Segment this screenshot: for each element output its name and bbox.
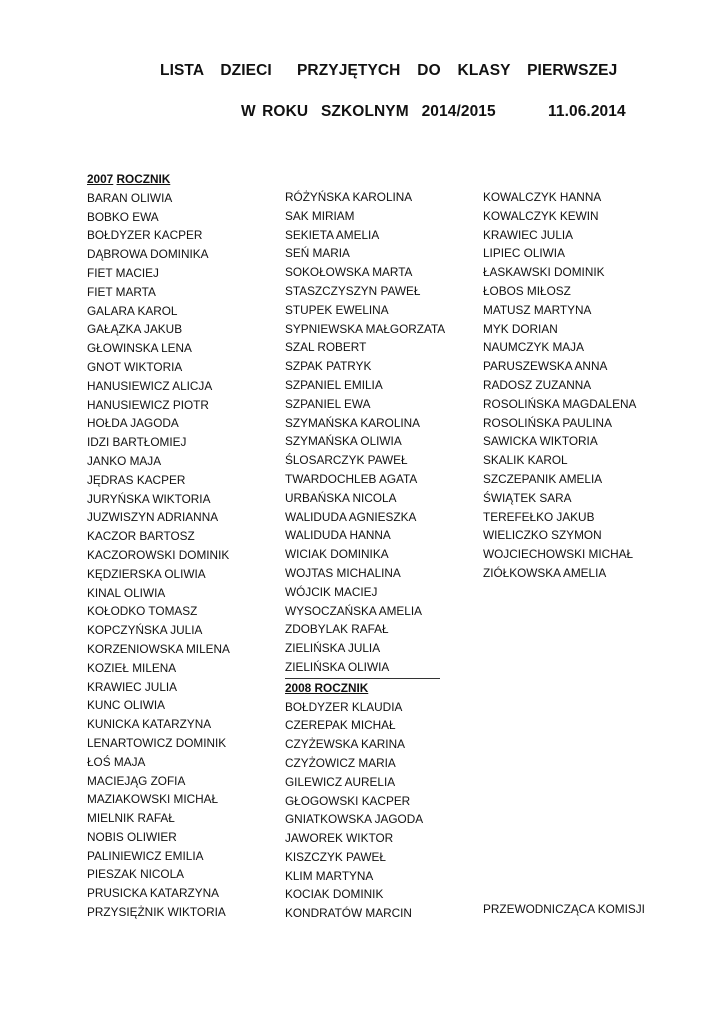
list-item: NOBIS OLIWIER <box>87 829 177 844</box>
list-item: ROSOLIŃSKA MAGDALENA <box>483 396 637 411</box>
list-item: PRUSICKA KATARZYNA <box>87 886 219 901</box>
list-item: KRAWIEC JULIA <box>483 227 574 242</box>
list-item: LENARTOWICZ DOMINIK <box>87 735 227 750</box>
list-item: WICIAK DOMINIKA <box>285 547 389 562</box>
list-item: ZIÓŁKOWSKA AMELIA <box>483 565 607 580</box>
list-item: WALIDUDA AGNIESZKA <box>285 509 417 524</box>
list-item: MACIEJĄG ZOFIA <box>87 773 186 788</box>
list-item: GAŁĄZKA JAKUB <box>87 322 183 337</box>
list-item: HANUSIEWICZ ALICJA <box>87 378 213 393</box>
list-item: SAWICKA WIKTORIA <box>483 434 598 449</box>
list-item: SZPANIEL EMILIA <box>285 377 383 392</box>
list-item: STUPEK EWELINA <box>285 302 389 317</box>
section-label: 2008 ROCZNIK <box>285 680 369 695</box>
list-item: JURYŃSKA WIKTORIA <box>87 491 211 506</box>
list-item: CZEREPAK MICHAŁ <box>285 718 396 733</box>
list-item: WIELICZKO SZYMON <box>483 528 602 543</box>
list-item: MAZIAKOWSKI MICHAŁ <box>87 792 219 807</box>
list-item: FIET MARTA <box>87 284 156 299</box>
list-item: SZYMAŃSKA OLIWIA <box>285 434 402 449</box>
list-item: KUNICKA KATARZYNA <box>87 717 212 732</box>
list-item: ZDOBYLAK RAFAŁ <box>285 622 389 637</box>
list-item: STASZCZYSZYN PAWEŁ <box>285 283 421 298</box>
list-item: SZAL ROBERT <box>285 340 367 355</box>
list-item: DĄBROWA DOMINIKA <box>87 247 209 262</box>
list-item: SZPAK PATRYK <box>285 359 372 374</box>
list-item: SYPNIEWSKA MAŁGORZATA <box>285 321 446 336</box>
list-item: KACZOROWSKI DOMINIK <box>87 547 230 562</box>
list-item: KĘDZIERSKA OLIWIA <box>87 566 206 581</box>
list-item: KISZCZYK PAWEŁ <box>285 849 386 864</box>
list-item: ŁOŚ MAJA <box>87 754 146 769</box>
list-item: HOŁDA JAGODA <box>87 416 179 431</box>
list-item: MATUSZ MARTYNA <box>483 302 592 317</box>
list-item: JAWOREK WIKTOR <box>285 831 394 846</box>
list-item: JANKO MAJA <box>87 453 162 468</box>
list-item: GŁOWINSKA LENA <box>87 341 192 356</box>
list-item: PARUSZEWSKA ANNA <box>483 359 608 374</box>
list-item: BARAN OLIWIA <box>87 190 173 205</box>
list-item: PIESZAK NICOLA <box>87 867 185 882</box>
list-item: MYK DORIAN <box>483 321 558 336</box>
list-item: SZPANIEL EWA <box>285 396 371 411</box>
list-item: SEKIETA AMELIA <box>285 227 380 242</box>
list-item: KOCIAK DOMINIK <box>285 887 384 902</box>
list-item: ŚWIĄTEK SARA <box>483 490 572 505</box>
list-item: TEREFEŁKO JAKUB <box>483 509 595 524</box>
list-item: ZIELIŃSKA JULIA <box>285 641 381 656</box>
section-heading-2007 <box>87 170 287 189</box>
list-item: CZYŻOWICZ MARIA <box>285 755 396 770</box>
list-item: WALIDUDA HANNA <box>285 528 391 543</box>
list-item: BOBKO EWA <box>87 209 159 224</box>
list-item: GALARA KAROL <box>87 303 178 318</box>
list-column-1 <box>87 170 287 922</box>
list-item: KUNC OLIWIA <box>87 698 165 713</box>
list-item: PRZYSIĘŻNIK WIKTORIA <box>87 905 226 920</box>
section-year: 2007 <box>87 172 114 186</box>
list-item: SAK MIRIAM <box>285 208 355 223</box>
list-item: KOWALCZYK KEWIN <box>483 208 599 223</box>
section-heading-2008 <box>285 679 440 698</box>
list-item: SOKOŁOWSKA MARTA <box>285 265 413 280</box>
list-item: GNOT WIKTORIA <box>87 359 183 374</box>
list-item: KOZIEŁ MILENA <box>87 660 177 675</box>
list-item: KONDRATÓW MARCIN <box>285 906 412 921</box>
list-item: ZIELIŃSKA OLIWIA <box>285 659 390 674</box>
list-item: PALINIEWICZ EMILIA <box>87 848 204 863</box>
list-item: ŚLOSARCZYK PAWEŁ <box>285 453 408 468</box>
list-item: KORZENIOWSKA MILENA <box>87 641 230 656</box>
list-item: ŁOBOS MIŁOSZ <box>483 283 571 298</box>
list-item: KOŁODKO TOMASZ <box>87 604 198 619</box>
list-column-3 <box>483 188 683 583</box>
list-item: KACZOR BARTOSZ <box>87 529 195 544</box>
list-item: WOJTAS MICHALINA <box>285 565 401 580</box>
section-label: ROCZNIK <box>116 172 171 186</box>
list-item: RÓŻYŃSKA KAROLINA <box>285 190 413 204</box>
list-item: SEŃ MARIA <box>285 246 350 261</box>
list-item: KLIM MARTYNA <box>285 868 374 883</box>
list-item: KRAWIEC JULIA <box>87 679 178 694</box>
list-item: KINAL OLIWIA <box>87 585 166 600</box>
list-item: JUZWISZYN ADRIANNA <box>87 510 219 525</box>
list-item: BOŁDYZER KACPER <box>87 228 203 243</box>
signature-label: PRZEWODNICZĄCA KOMISJI <box>483 902 645 916</box>
list-item: BOŁDYZER KLAUDIA <box>285 699 403 714</box>
list-item: URBAŃSKA NICOLA <box>285 490 397 505</box>
list-item: GNIATKOWSKA JAGODA <box>285 812 424 827</box>
list-column-2 <box>285 188 446 923</box>
list-item: IDZI BARTŁOMIEJ <box>87 435 187 450</box>
list-item: ŁASKAWSKI DOMINIK <box>483 265 605 280</box>
list-item: JĘDRAS KACPER <box>87 472 186 487</box>
school-year-heading: W ROKU SZKOLNYM 2014/2015 <box>241 103 496 120</box>
list-item: RADOSZ ZUZANNA <box>483 377 592 392</box>
list-item: WOJCIECHOWSKI MICHAŁ <box>483 547 634 562</box>
list-item: KOPCZYŃSKA JULIA <box>87 623 203 638</box>
list-item: WYSOCZAŃSKA AMELIA <box>285 603 423 618</box>
document-date: 11.06.2014 <box>548 103 626 120</box>
list-item: WÓJCIK MACIEJ <box>285 584 378 599</box>
list-item: GILEWICZ AURELIA <box>285 774 396 789</box>
list-item: MIELNIK RAFAŁ <box>87 811 175 826</box>
list-item: TWARDOCHLEB AGATA <box>285 471 418 486</box>
list-item: NAUMCZYK MAJA <box>483 340 584 355</box>
list-item: HANUSIEWICZ PIOTR <box>87 397 209 412</box>
list-item: SKALIK KAROL <box>483 453 568 468</box>
page-title: LISTA DZIECI PRZYJĘTYCH DO KLASY PIERWSZEJ <box>160 62 618 79</box>
list-item: GŁOGOWSKI KACPER <box>285 793 411 808</box>
list-item: SZCZEPANIK AMELIA <box>483 471 603 486</box>
list-item: SZYMAŃSKA KAROLINA <box>285 415 421 430</box>
list-item: FIET MACIEJ <box>87 265 159 280</box>
list-item: CZYŻEWSKA KARINA <box>285 737 405 752</box>
list-item: LIPIEC OLIWIA <box>483 246 565 261</box>
list-item: ROSOLIŃSKA PAULINA <box>483 415 612 430</box>
list-item: KOWALCZYK HANNA <box>483 190 602 204</box>
